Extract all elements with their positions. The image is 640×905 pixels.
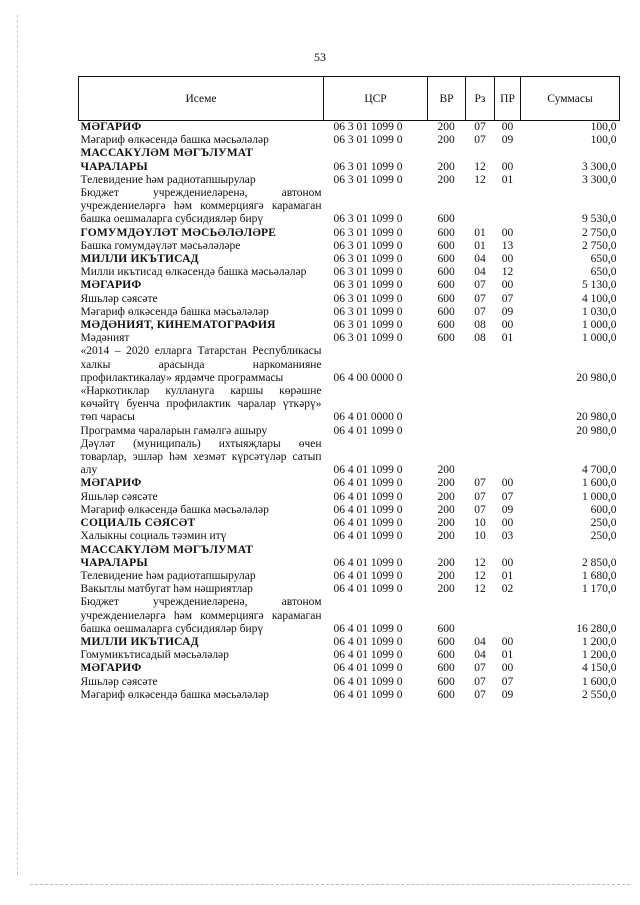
cell-sum: 100,0 xyxy=(590,121,617,133)
cell-name: Бюджет учреждениеләренә, автоном учреждениеләргә һәм коммерциягә карамаган башка оешмаларга субсидияләр бирү xyxy=(80,596,322,635)
cell-vr xyxy=(428,385,466,425)
cell-rz xyxy=(466,385,495,425)
header-vr: ВР xyxy=(428,77,466,121)
cell-pr xyxy=(495,187,521,227)
cell-name: Дәүләт (муниципаль) ихтыяҗлары өчен товарлар, эшләр һәм хезмәт күрсәтүләр сатып алу xyxy=(80,437,322,477)
cell-csr: 06 3 01 1099 0 xyxy=(333,173,403,186)
cell-pr: 03 xyxy=(501,530,514,543)
table-row xyxy=(79,491,620,504)
cell-name: МӘДӘНИЯТ, КИНЕМАТОГРАФИЯ xyxy=(80,319,276,332)
cell-rz: 07 xyxy=(474,688,486,701)
cell-name: МӘГАРИФ xyxy=(80,477,142,490)
cell-csr: 06 4 01 1099 0 xyxy=(333,649,403,662)
cell-vr: 200 xyxy=(437,569,455,582)
cell-csr: 06 4 01 1099 0 xyxy=(333,490,403,503)
budget-table xyxy=(78,76,620,702)
cell-pr: 13 xyxy=(501,239,514,252)
cell-rz: 07 xyxy=(474,279,486,292)
cell-name: МӘГАРИФ xyxy=(80,121,142,133)
cell-csr: 06 4 01 1099 0 xyxy=(333,556,403,569)
cell-vr: 600 xyxy=(437,649,455,662)
cell-csr: 06 3 01 1099 0 xyxy=(333,226,403,239)
table-row xyxy=(79,174,620,187)
table-row xyxy=(79,636,620,649)
header-csr: ЦСР xyxy=(324,77,428,121)
cell-sum: 3 300,0 xyxy=(582,173,617,186)
cell-csr: 06 3 01 1099 0 xyxy=(333,305,403,318)
cell-sum: 650,0 xyxy=(590,253,617,266)
cell-csr: 06 3 01 1099 0 xyxy=(333,134,403,147)
cell-rz: 04 xyxy=(474,266,486,279)
cell-pr xyxy=(495,425,521,438)
cell-name: ГОМУМДӘҮЛӘТ МӘСЬӘЛӘЛӘРЕ xyxy=(80,226,277,239)
cell-name: Программа чараларын гамәлгә ашыру xyxy=(80,424,268,437)
cell-csr: 06 4 01 1099 0 xyxy=(333,464,403,477)
cell-name: МАССАКҮЛӘМ МӘГЪЛУМАТ ЧАРАЛАРЫ xyxy=(80,543,254,569)
cell-rz: 12 xyxy=(474,173,486,186)
cell-vr: 200 xyxy=(437,173,455,186)
cell-csr: 06 4 01 1099 0 xyxy=(333,424,403,437)
cell-pr: 00 xyxy=(501,477,514,490)
cell-rz: 10 xyxy=(474,517,486,530)
cell-pr xyxy=(495,385,521,425)
cell-pr: 09 xyxy=(501,134,514,147)
cell-rz: 07 xyxy=(474,662,486,675)
cell-sum: 600,0 xyxy=(590,503,617,516)
cell-vr: 600 xyxy=(437,332,455,345)
table-row xyxy=(79,438,620,478)
cell-csr: 06 3 01 1099 0 xyxy=(333,253,403,266)
cell-rz: 04 xyxy=(474,649,486,662)
cell-name: Яшьләр сәясәте xyxy=(80,490,158,503)
cell-name: Вакытлы матбугат һәм нәшриятлар xyxy=(80,583,253,596)
cell-pr: 07 xyxy=(501,675,514,688)
cell-rz: 04 xyxy=(474,635,486,648)
table-row xyxy=(79,530,620,543)
cell-vr xyxy=(428,345,466,385)
cell-csr: 06 4 01 1099 0 xyxy=(333,503,403,516)
cell-sum: 3 300,0 xyxy=(582,160,617,173)
cell-pr: 00 xyxy=(501,160,514,173)
cell-sum: 250,0 xyxy=(590,530,617,543)
header-name: Исеме xyxy=(79,77,324,121)
cell-name: Гомумикътисадый мәсьәләләр xyxy=(80,649,229,662)
cell-name: Мәдәният xyxy=(80,332,130,345)
cell-csr: 06 3 01 1099 0 xyxy=(333,266,403,279)
table-row xyxy=(79,477,620,490)
cell-pr: 01 xyxy=(501,649,514,662)
cell-sum: 5 130,0 xyxy=(582,279,617,292)
cell-pr: 00 xyxy=(501,253,514,266)
table-row xyxy=(79,583,620,596)
cell-vr: 200 xyxy=(437,583,455,596)
cell-vr xyxy=(428,425,466,438)
cell-rz: 07 xyxy=(474,503,486,516)
cell-name: МИЛЛИ ИКЪТИСАД xyxy=(80,635,199,648)
cell-pr: 00 xyxy=(501,226,514,239)
cell-name: «2014 – 2020 елларга Татарстан Республикасы халкы арасында наркоманияне профилактикалау» ярдәмче программасы xyxy=(80,345,322,384)
cell-vr: 200 xyxy=(437,464,455,477)
cell-rz: 07 xyxy=(474,121,486,133)
cell-vr: 200 xyxy=(437,121,455,133)
cell-sum: 2 550,0 xyxy=(582,688,617,701)
cell-name: Мәгариф өлкәсендә башка мәсьәләләр xyxy=(80,503,269,516)
cell-vr: 200 xyxy=(437,477,455,490)
cell-vr: 600 xyxy=(437,319,455,332)
cell-csr: 06 3 01 1099 0 xyxy=(333,319,403,332)
cell-rz: 12 xyxy=(474,160,486,173)
cell-pr xyxy=(495,596,521,636)
cell-sum: 1 030,0 xyxy=(582,305,617,318)
table-row xyxy=(79,689,620,702)
cell-rz: 07 xyxy=(474,490,486,503)
cell-vr: 200 xyxy=(437,503,455,516)
table-row xyxy=(79,240,620,253)
cell-sum: 4 700,0 xyxy=(582,464,617,477)
cell-sum: 2 750,0 xyxy=(582,226,617,239)
cell-vr: 200 xyxy=(437,517,455,530)
cell-name: Телевидение һәм радиотапшырулар xyxy=(80,173,256,186)
scan-bottom-line xyxy=(30,884,630,885)
cell-sum: 20 980,0 xyxy=(576,424,617,437)
cell-vr: 600 xyxy=(437,279,455,292)
header-pr: ПР xyxy=(495,77,521,121)
table-row xyxy=(79,544,620,570)
cell-sum: 20 980,0 xyxy=(576,411,617,424)
cell-rz: 04 xyxy=(474,253,486,266)
cell-name: Мәгариф өлкәсендә башка мәсьәләләр xyxy=(80,688,269,701)
cell-vr: 600 xyxy=(437,635,455,648)
cell-csr: 06 4 01 0000 0 xyxy=(333,411,403,424)
cell-pr: 00 xyxy=(501,279,514,292)
cell-vr: 600 xyxy=(437,675,455,688)
cell-sum: 1 170,0 xyxy=(582,583,617,596)
table-row xyxy=(79,662,620,675)
cell-sum: 20 980,0 xyxy=(576,371,617,384)
cell-vr: 200 xyxy=(437,134,455,147)
table-row xyxy=(79,649,620,662)
cell-name: МИЛЛИ ИКЪТИСАД xyxy=(80,253,199,266)
cell-pr: 12 xyxy=(501,266,514,279)
cell-sum: 1 000,0 xyxy=(582,332,617,345)
cell-sum: 250,0 xyxy=(590,517,617,530)
cell-pr: 02 xyxy=(501,583,514,596)
table-row xyxy=(79,121,620,135)
cell-rz: 10 xyxy=(474,530,486,543)
cell-rz: 01 xyxy=(474,239,486,252)
cell-rz: 12 xyxy=(474,556,486,569)
cell-sum: 100,0 xyxy=(590,134,617,147)
header-rz: Рз xyxy=(466,77,495,121)
cell-rz xyxy=(466,425,495,438)
table-header-row xyxy=(79,77,620,121)
cell-name: МӘГАРИФ xyxy=(80,662,142,675)
cell-sum: 1 000,0 xyxy=(582,319,617,332)
cell-sum: 650,0 xyxy=(590,266,617,279)
cell-name: Бюджет учреждениеләренә, автоном учреждениеләргә һәм коммерциягә карамаган башка оешмаларга субсидияләр бирү xyxy=(80,187,322,226)
page-number: 53 xyxy=(314,50,326,64)
cell-csr: 06 4 01 1099 0 xyxy=(333,517,403,530)
cell-vr: 600 xyxy=(437,253,455,266)
header-sum: Суммасы xyxy=(521,77,620,121)
cell-csr: 06 4 01 1099 0 xyxy=(333,688,403,701)
table-row xyxy=(79,517,620,530)
cell-pr: 09 xyxy=(501,503,514,516)
cell-sum: 1 200,0 xyxy=(582,649,617,662)
cell-vr: 600 xyxy=(437,239,455,252)
cell-vr: 200 xyxy=(437,556,455,569)
table-row xyxy=(79,253,620,266)
cell-rz: 07 xyxy=(474,134,486,147)
cell-rz: 08 xyxy=(474,332,486,345)
cell-pr xyxy=(495,438,521,478)
cell-vr: 200 xyxy=(437,490,455,503)
table-row xyxy=(79,306,620,319)
cell-pr: 00 xyxy=(501,517,514,530)
cell-csr: 06 3 01 1099 0 xyxy=(333,121,403,133)
table-row xyxy=(79,332,620,345)
table-row xyxy=(79,293,620,306)
cell-sum: 1 200,0 xyxy=(582,635,617,648)
cell-sum: 2 750,0 xyxy=(582,239,617,252)
cell-rz: 12 xyxy=(474,583,486,596)
cell-name: Халыкны социаль тәэмин итү xyxy=(80,530,227,543)
cell-pr: 00 xyxy=(501,556,514,569)
cell-rz: 08 xyxy=(474,319,486,332)
cell-rz: 07 xyxy=(474,305,486,318)
cell-rz: 07 xyxy=(474,675,486,688)
cell-vr: 600 xyxy=(437,292,455,305)
table-row xyxy=(79,385,620,425)
cell-pr: 00 xyxy=(501,121,514,133)
cell-rz xyxy=(466,187,495,227)
cell-name: Милли икътисад өлкәсендә башка мәсьәләләр xyxy=(80,266,307,279)
cell-vr: 600 xyxy=(437,305,455,318)
cell-vr: 600 xyxy=(437,662,455,675)
cell-rz xyxy=(466,345,495,385)
cell-rz xyxy=(466,596,495,636)
cell-rz xyxy=(466,438,495,478)
cell-csr: 06 4 01 1099 0 xyxy=(333,675,403,688)
cell-pr: 00 xyxy=(501,662,514,675)
cell-csr: 06 4 01 1099 0 xyxy=(333,662,403,675)
cell-pr: 01 xyxy=(501,332,514,345)
table-row xyxy=(79,345,620,385)
table-row xyxy=(79,147,620,173)
cell-name: Мәгариф өлкәсендә башка мәсьәләләр xyxy=(80,134,269,147)
table-row xyxy=(79,319,620,332)
cell-pr xyxy=(495,345,521,385)
cell-csr: 06 3 01 1099 0 xyxy=(333,239,403,252)
cell-csr: 06 4 00 0000 0 xyxy=(333,371,403,384)
cell-name: «Наркотиклар куллануга каршы көрәшне көчәйтү буенча профилактик чаралар үткәрү» төп чарасы xyxy=(80,385,322,424)
cell-csr: 06 3 01 1099 0 xyxy=(333,332,403,345)
cell-csr: 06 3 01 1099 0 xyxy=(333,160,403,173)
cell-vr: 600 xyxy=(437,213,455,226)
cell-rz: 01 xyxy=(474,226,486,239)
cell-rz: 07 xyxy=(474,292,486,305)
cell-name: МАССАКҮЛӘМ МӘГЪЛУМАТ ЧАРАЛАРЫ xyxy=(80,147,254,173)
cell-pr: 00 xyxy=(501,635,514,648)
cell-pr: 09 xyxy=(501,305,514,318)
cell-sum: 1 600,0 xyxy=(582,675,617,688)
cell-csr: 06 4 01 1099 0 xyxy=(333,530,403,543)
cell-csr: 06 4 01 1099 0 xyxy=(333,635,403,648)
cell-sum: 1 000,0 xyxy=(582,490,617,503)
cell-vr: 600 xyxy=(437,266,455,279)
scan-margin-line xyxy=(17,15,18,875)
table-row xyxy=(79,266,620,279)
cell-sum: 4 150,0 xyxy=(582,662,617,675)
table-row xyxy=(79,279,620,292)
cell-name: Яшьләр сәясәте xyxy=(80,675,158,688)
cell-pr: 07 xyxy=(501,490,514,503)
cell-name: Башка гомумдәүләт мәсьәләләре xyxy=(80,239,241,252)
cell-pr: 01 xyxy=(501,569,514,582)
cell-csr: 06 3 01 1099 0 xyxy=(333,292,403,305)
cell-pr: 01 xyxy=(501,173,514,186)
table-row xyxy=(79,570,620,583)
cell-sum: 1 680,0 xyxy=(582,569,617,582)
cell-pr: 00 xyxy=(501,319,514,332)
table-body xyxy=(79,121,620,702)
cell-vr: 600 xyxy=(437,688,455,701)
cell-sum: 9 530,0 xyxy=(582,213,617,226)
table-row xyxy=(79,227,620,240)
cell-sum: 4 100,0 xyxy=(582,292,617,305)
cell-vr: 600 xyxy=(437,226,455,239)
table-row xyxy=(79,134,620,147)
cell-csr: 06 4 01 1099 0 xyxy=(333,569,403,582)
cell-name: Телевидение һәм радиотапшырулар xyxy=(80,569,256,582)
cell-csr: 06 3 01 1099 0 xyxy=(333,279,403,292)
cell-vr: 600 xyxy=(437,622,455,635)
cell-csr: 06 3 01 1099 0 xyxy=(333,213,403,226)
cell-sum: 16 280,0 xyxy=(576,622,617,635)
cell-rz: 07 xyxy=(474,477,486,490)
cell-pr: 07 xyxy=(501,292,514,305)
table-row xyxy=(79,676,620,689)
cell-name: МӘГАРИФ xyxy=(80,279,142,292)
cell-name: Яшьләр сәясәте xyxy=(80,292,158,305)
table-row xyxy=(79,187,620,227)
cell-csr: 06 4 01 1099 0 xyxy=(333,583,403,596)
cell-name: Мәгариф өлкәсендә башка мәсьәләләр xyxy=(80,305,269,318)
cell-sum: 1 600,0 xyxy=(582,477,617,490)
cell-pr: 09 xyxy=(501,688,514,701)
budget-table-container xyxy=(78,76,619,702)
cell-name: СОЦИАЛЬ СӘЯСӘТ xyxy=(80,517,196,530)
cell-sum: 2 850,0 xyxy=(582,556,617,569)
table-row xyxy=(79,425,620,438)
table-row xyxy=(79,504,620,517)
cell-vr: 200 xyxy=(437,530,455,543)
cell-vr: 200 xyxy=(437,160,455,173)
cell-csr: 06 4 01 1099 0 xyxy=(333,477,403,490)
cell-rz: 12 xyxy=(474,569,486,582)
cell-csr: 06 4 01 1099 0 xyxy=(333,622,403,635)
table-row xyxy=(79,596,620,636)
